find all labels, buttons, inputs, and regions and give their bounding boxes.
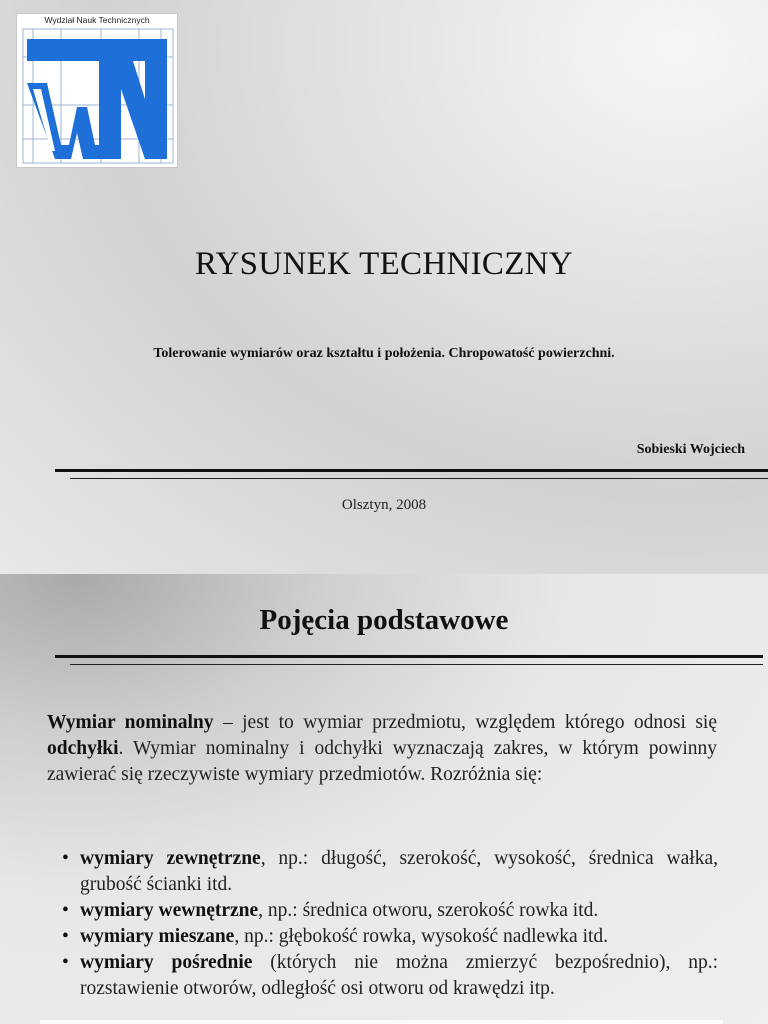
definition-text: – jest to wymiar przedmiotu, względem którego odnosi się: [213, 712, 717, 733]
bullet-icon: •: [62, 952, 69, 973]
list-desc: (których nie można zmierzyć bezpośrednio), np.: rozstawienie otworów, odległość osi otworu od krawędzi itp.: [80, 952, 719, 999]
wnt-logo-icon: [21, 27, 175, 165]
divider-thin: [70, 664, 763, 665]
list-item: [62, 924, 718, 950]
list-term: wymiary zewnętrzne: [80, 848, 261, 869]
term-nominal: Wymiar nominalny: [47, 712, 214, 733]
bullet-icon: •: [62, 926, 69, 947]
list-term: wymiary mieszane: [80, 926, 235, 947]
list-term: wymiary pośrednie: [80, 952, 253, 973]
list-desc: , np.: długość, szerokość, wysokość, średnica wałka, grubość ścianki itd.: [80, 848, 718, 895]
divider-thick: [55, 655, 763, 658]
term-deviation: odchyłki: [47, 738, 119, 759]
list-item: [62, 950, 718, 1002]
author-name: Sobieski Wojciech: [636, 442, 745, 457]
list-desc: , np.: głębokość rowka, wysokość nadlewka itd.: [234, 926, 609, 947]
presentation-title: RYSUNEK TECHNICZNY: [195, 246, 573, 282]
bullet-icon: •: [62, 848, 69, 869]
list-desc: , np.: średnica otworu, szerokość rowka itd.: [258, 900, 599, 921]
logo-caption: Wydział Nauk Technicznych: [44, 15, 150, 25]
faculty-logo: [16, 13, 178, 168]
slide-heading: Pojęcia podstawowe: [259, 604, 509, 636]
list-item: [62, 846, 718, 898]
divider-thin: [70, 478, 768, 479]
divider-thick: [55, 469, 768, 472]
list-term: wymiary wewnętrzne: [80, 900, 259, 921]
content-slide: [0, 574, 768, 1024]
definition-paragraph: [47, 710, 717, 788]
list-item: [62, 898, 718, 924]
bullet-icon: •: [62, 900, 69, 921]
definition-text-cont: . Wymiar nominalny i odchyłki wyznaczają zakres, w którym powinny zawierać się rzeczywiste wymiary przedmiotów. Rozróżnia się:: [47, 738, 717, 785]
presentation-subtitle: Tolerowanie wymiarów oraz kształtu i położenia. Chropowatość powierzchni.: [153, 346, 615, 361]
bottom-edge: [40, 1020, 723, 1024]
place-date: Olsztyn, 2008: [341, 497, 427, 513]
dimension-types-list: [62, 846, 718, 1002]
